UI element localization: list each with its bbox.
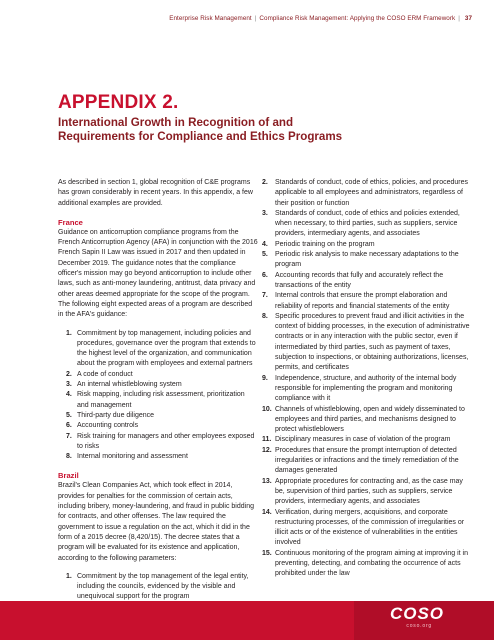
list-item: 2. A code of conduct	[66, 370, 133, 378]
list-item: 7. Internal controls that ensure the prompt elaboration and reliability of reports and financial statements of the entity	[262, 292, 450, 310]
list-item: 1. Commitment by top management, including policies and procedures, governance over the program that extends to the highest level of the organization, and communication about the program with employees and external partners	[66, 329, 256, 368]
coso-logo: COSO	[389, 604, 444, 623]
list-item: 11. Disciplinary measures in case of violation of the program	[262, 436, 451, 444]
list-item: 6. Accounting records that fully and accurately reflect the transactions of the entity	[262, 271, 444, 289]
list-item: 14. Verification, during mergers, acquisitions, and corporate restructuring processes, of the commission of irregularities or illicit acts or of the existence of vulnerabilities in the entities involved	[262, 508, 465, 547]
list-item: 12. Procedures that ensure the prompt interruption of detected irregularities or infractions and the timely remediation of the damages generated	[262, 446, 459, 475]
list-item: 3. Standards of conduct, code of ethics and policies extended, when necessary, to third parties, such as suppliers, service providers, intermediary agents, and associates	[262, 209, 460, 238]
appendix-title: APPENDIX 2.	[58, 92, 179, 113]
list-item: 5. Third-party due diligence	[66, 411, 155, 419]
list-item: 1. Commitment by the top management of the legal entity, including the councils, evidenced by the visible and unequivocal support for the program	[66, 572, 249, 601]
page-number: 37	[464, 15, 472, 22]
list-item: 9. Independence, structure, and authority of the internal body responsible for implementing the program and monitoring compliance with it	[262, 374, 457, 403]
header-separator: |	[458, 15, 460, 22]
right-column	[262, 178, 472, 580]
list-item: 13. Appropriate procedures for contracting and, as the case may be, supervision of third parties, such as suppliers, service providers, intermediary agents, and associates	[262, 477, 463, 506]
list-item: 15. Continuous monitoring of the program aiming at improving it in preventing, detecting, and combating the occurrence of acts prohibited under the law	[262, 549, 468, 578]
list-item: 8. Specific procedures to prevent fraud and illicit activities in the context of bidding processes, in the execution of administrative contracts or in any interaction with the public sector, even if intermediated by third parties, such as payment of taxes, subjection to inspections, or obtaining authorizations, licenses, permits, and certificates	[262, 312, 470, 372]
list-item: 5. Periodic risk analysis to make necessary adaptations to the program	[262, 251, 459, 269]
appendix-subtitle: International Growth in Recognition of and Requirements for Compliance and Ethics Programs	[58, 116, 343, 143]
brazil-list-start	[66, 572, 258, 603]
list-item: 2. Standards of conduct, code of ethics, policies, and procedures applicable to all employees and administrators, regardless of their position or function	[262, 179, 469, 207]
header-left: Enterprise Risk Management	[169, 15, 252, 22]
list-item: 4. Risk mapping, including risk assessment, prioritization and management	[66, 391, 245, 409]
brazil-paragraph: Brazil's Clean Companies Act, which took effect in 2014, provides for penalties for the commission of certain acts, including bribery, money-laundering, and fraud in public bidding for contracts, and other offenses. The law required the government to issue a regulation on the act, which it did in the form of a 2015 decree (8,420/15). The decree states that a program will be evaluated for its existence and application, according to the following parameters:	[58, 482, 254, 562]
header-right: Compliance Risk Management: Applying the COSO ERM Framework	[259, 15, 456, 22]
left-column	[58, 178, 258, 611]
list-item: 7. Risk training for managers and other employees exposed to risks	[66, 432, 255, 450]
brazil-heading: Brazil	[58, 471, 79, 481]
list-item: 10. Channels of whistleblowing, open and widely disseminated to employees and third parties, and mechanisms designed to protect whistleblowers	[262, 405, 465, 434]
brazil-list-continued	[262, 178, 472, 580]
france-list	[66, 329, 258, 463]
list-item: 6. Accounting controls	[66, 422, 139, 430]
coso-url: coso.org	[406, 623, 432, 629]
france-paragraph: Guidance on anticorruption compliance programs from the French Anticorruption Agency (AFA) in conjunction with the 2016 French Sapin II Law was issued in 2017 and then updated in December 2019. The guidance notes that the compliance officer's mission may go beyond anticorruption to include other laws, such as anti-money laundering, antitrust, data privacy and other areas deemed appropriate for the scope of the program. The following eight expected areas of a program are described in the AFA's guidance:	[58, 228, 258, 319]
list-item: 8. Internal monitoring and assessment	[66, 453, 188, 461]
running-header	[169, 15, 472, 22]
france-heading: France	[58, 217, 83, 227]
list-item: 4. Periodic training on the program	[262, 240, 375, 248]
header-separator: |	[254, 15, 257, 22]
list-item: 3. An internal whistleblowing system	[66, 381, 182, 389]
intro-paragraph: As described in section 1, global recognition of C&E programs has grown considerably in recent years. In this appendix, a few additional examples are provided.	[58, 179, 253, 207]
